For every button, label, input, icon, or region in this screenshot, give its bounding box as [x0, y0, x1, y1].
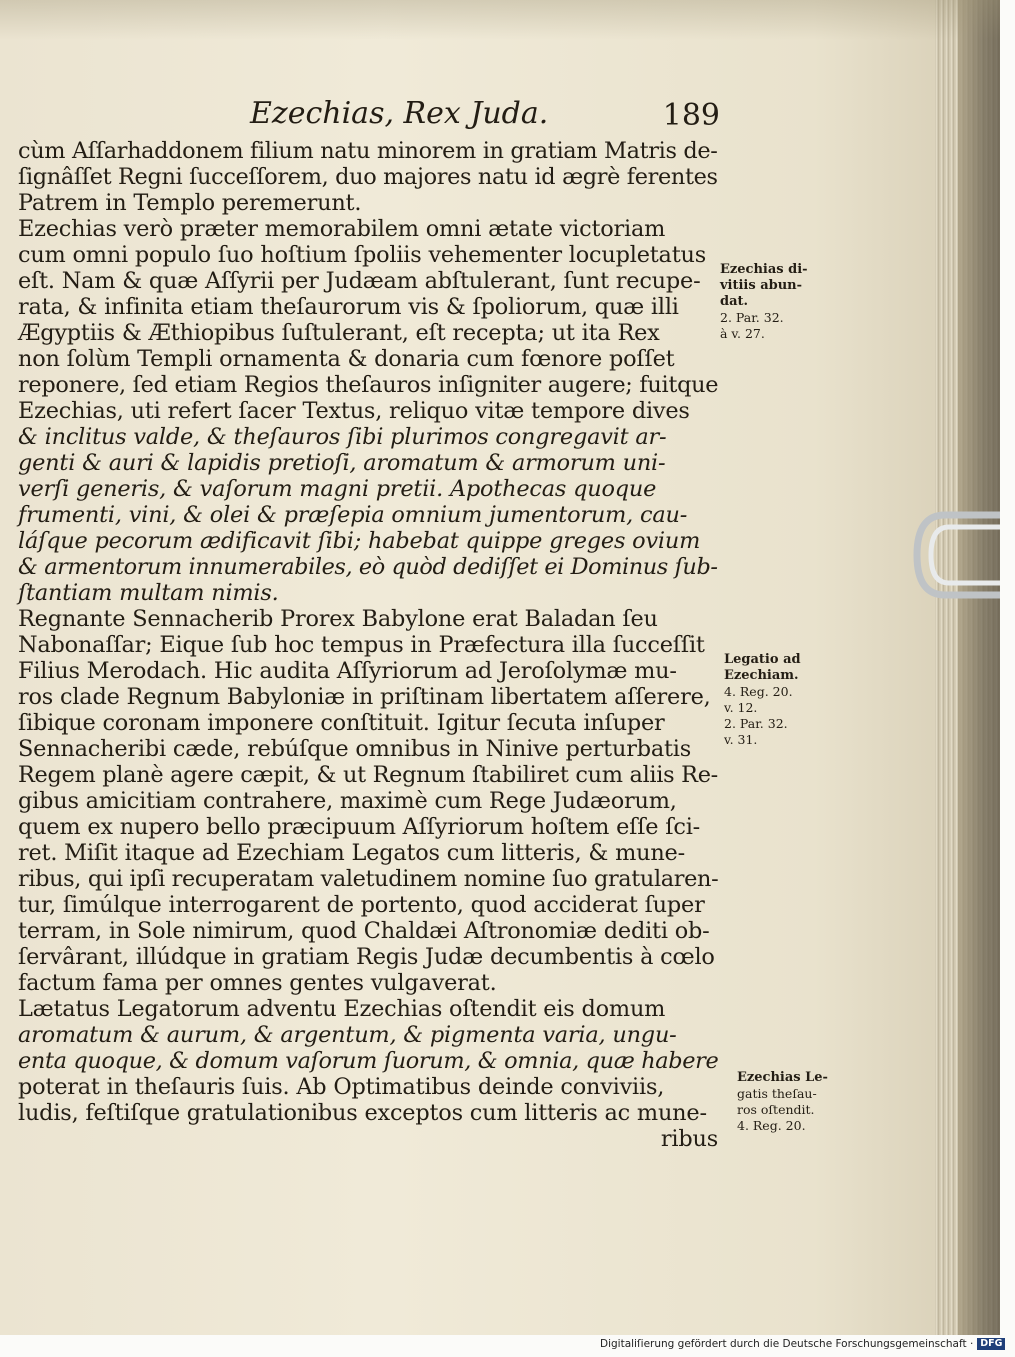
margin-note-line: vitiis abun-: [720, 278, 803, 293]
margin-ref-line: 2. Par. 32.: [724, 716, 788, 731]
margin-note-line: Ezechiam.: [724, 668, 799, 683]
margin-ref-line: v. 31.: [724, 732, 758, 747]
margin-note-line: gatis theſau-: [737, 1086, 817, 1101]
text-line: quem ex nupero bello præcipuum Aſſyriorum hoſtem eſſe ſci-: [18, 814, 701, 840]
text-line: rata, & infinita etiam theſaurorum vis & ſpoliorum, quæ illi: [18, 294, 679, 320]
text-line: Lætatus Legatorum adventu Ezechias oſtendit eis domum: [18, 996, 666, 1022]
text-line: enta quoque, & domum vaſorum ſuorum, & omnia, quæ habere: [18, 1048, 719, 1074]
dfg-logo: DFG: [977, 1338, 1005, 1350]
text-line: & armentorum innumerabiles, eò quòd dediſſet ei Dominus ſub-: [18, 554, 718, 580]
text-line: Sennacheribi cæde, rebúſque omnibus in Ninive perturbatis: [18, 736, 692, 762]
margin-ref-line: 2. Par. 32.: [720, 310, 784, 325]
margin-note-legatio: [724, 652, 801, 748]
text-line: ret. Miſit itaque ad Ezechiam Legatos cum litteris, & mune-: [18, 840, 685, 866]
margin-note-line: Legatio ad: [724, 652, 801, 667]
digitization-credit: [600, 1338, 1003, 1352]
text-line: Nabonaſſar; Eique ſub hoc tempus in Præfectura illa ſucceſſit: [18, 632, 705, 658]
margin-note-divitiis: [720, 262, 808, 342]
running-title: Ezechias, Rex Juda.: [250, 96, 549, 131]
book-fore-edge: [958, 0, 1000, 1335]
text-line: ſignâſſet Regni ſucceſſorem, duo majores natu id ægrè ferentes: [18, 164, 718, 190]
margin-ref-line: 4. Reg. 20.: [737, 1118, 806, 1133]
text-line: & inclitus valde, & theſauros ſibi plurimos congregavit ar-: [18, 424, 667, 450]
margin-note-thesauros: [737, 1070, 828, 1134]
top-shadow: [0, 0, 1000, 40]
text-line: gibus amicitiam contrahere, maximè cum Rege Judæorum,: [18, 788, 677, 814]
text-line: Patrem in Templo peremerunt.: [18, 190, 362, 216]
margin-note-line: dat.: [720, 294, 749, 309]
text-line: ribus: [660, 1126, 718, 1152]
text-line: cùm Aſſarhaddonem filium natu minorem in gratiam Matris de-: [18, 138, 718, 164]
text-line: Ezechias, uti refert ſacer Textus, reliquo vitæ tempore dives: [18, 398, 690, 424]
page-number: 189: [662, 98, 720, 133]
text-line: reponere, ſed etiam Regios theſauros inſigniter augere; fuitque: [18, 372, 719, 398]
text-line: non ſolùm Templi ornamenta & donaria cum fœnore poſſet: [18, 346, 675, 372]
text-line: ſtantiam multam nimis.: [18, 580, 279, 606]
text-line: frumenti, vini, & olei & præſepia omnium jumentorum, cau-: [18, 502, 688, 528]
text-line: ribus, qui ipſi recuperatam valetudinem nomine ſuo gratularen-: [18, 866, 719, 892]
text-line: terram, in Sole nimirum, quod Chaldæi Aſtronomiæ dediti ob-: [18, 918, 710, 944]
text-line: ludis, feſtiſque gratulationibus exceptos cum litteris ac mune-: [18, 1100, 707, 1126]
text-line: factum fama per omnes gentes vulgaverat.: [18, 970, 497, 996]
text-line: ſibique coronam imponere conſtituit. Igitur ſecuta inſuper: [18, 710, 665, 736]
text-line: Regnante Sennacherib Prorex Babylone erat Baladan ſeu: [18, 606, 658, 632]
text-line: genti & auri & lapidis pretioſi, aromatum & armorum uni-: [18, 450, 666, 476]
text-line: Ægyptiis & Æthiopibus ſuſtulerant, eſt recepta; ut ita Rex: [18, 320, 660, 346]
text-line: Regem planè agere cæpit, & ut Regnum ſtabiliret cum aliis Re-: [18, 762, 718, 788]
margin-ref-line: 4. Reg. 20.: [724, 684, 793, 699]
text-line: eſt. Nam & quæ Aſſyrii per Judæam abſtulerant, ſunt recupe-: [18, 268, 701, 294]
text-line: tur, ſimúlque interrogarent de portento, quod acciderat ſuper: [18, 892, 705, 918]
text-line: Ezechias verò præter memorabilem omni ætate victoriam: [18, 216, 666, 242]
text-line: aromatum & aurum, & argentum, & pigmenta varia, ungu-: [18, 1022, 677, 1048]
margin-ref-line: v. 12.: [724, 700, 758, 715]
body-text: [18, 138, 718, 1152]
credit-text: Digitaliſierung gefördert durch die Deutsche Forschungsgemeinschaft ·: [600, 1338, 974, 1350]
text-line: láſque pecorum ædificavit ſibi; habebat quippe greges ovium: [18, 528, 701, 554]
margin-note-line: ros oſtendit.: [737, 1102, 815, 1117]
text-line: cum omni populo ſuo hoſtium ſpoliis vehementer locupletatus: [18, 242, 707, 268]
margin-note-line: Ezechias di-: [720, 262, 808, 277]
margin-note-line: Ezechias Le-: [737, 1070, 828, 1085]
margin-ref-line: à v. 27.: [720, 326, 765, 341]
text-line: ſervârant, illúdque in gratiam Regis Judæ decumbentis à cœlo: [18, 944, 715, 970]
text-line: ros clade Regnum Babyloniæ in priſtinam libertatem aſſerere,: [18, 684, 711, 710]
text-line: verſi generis, & vaſorum magni pretii. Apothecas quoque: [18, 476, 657, 502]
text-line: poterat in theſauris ſuis. Ab Optimatibus deinde conviviis,: [18, 1074, 665, 1100]
paper-clip-icon: [905, 505, 1015, 605]
page-header: [250, 96, 720, 142]
text-line: Filius Merodach. Hic audita Aſſyriorum ad Jeroſolymæ mu-: [18, 658, 677, 684]
